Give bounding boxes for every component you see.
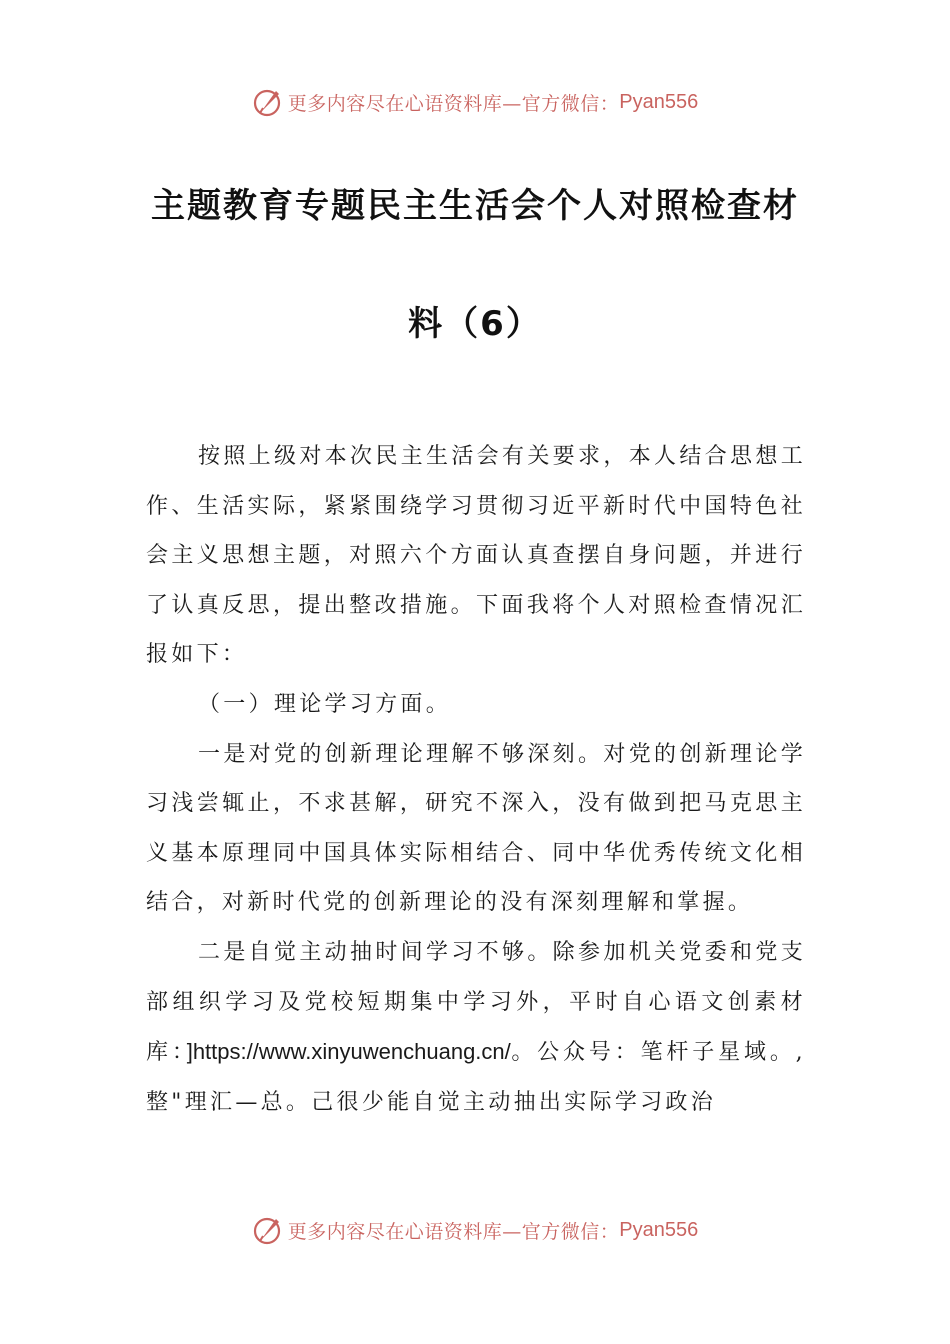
quill-pen-logo-icon — [252, 86, 284, 118]
footer-watermark — [0, 1210, 950, 1250]
watermark-text: 更多内容尽在心语资料库—官方微信： — [287, 92, 620, 115]
quill-pen-logo-icon — [252, 1214, 284, 1246]
watermark-wechat-id: Pyan556 — [619, 90, 699, 113]
paragraph-point-two-continued: 。公众号：笔杆子星域。,整"理汇—总。己很少能自觉主动抽出实际学习政治 — [146, 1040, 806, 1115]
website-url: ]https://www.xinyuwenchuang.cn/ — [186, 1039, 511, 1065]
section-heading-theory-study: （一）理论学习方面。 — [198, 691, 452, 717]
document-title-line-1: 主题教育专题民主生活会个人对照检查材 — [151, 186, 799, 226]
paragraph-point-one: 一是对党的创新理论理解不够深刻。对党的创新理论学习浅尝辄止，不求甚解，研究不深入，没有做到把马克思主义基本原理同中国具体实际相结合、同中华优秀传统文化相结合，对新时代党的创新理论的没有深刻理解和掌握。 — [146, 741, 806, 916]
document-title-line-2: 料（6） — [408, 304, 542, 344]
paragraph-point-two — [146, 928, 806, 1127]
watermark-wechat-id: Pyan556 — [619, 1218, 699, 1241]
document-body — [146, 432, 806, 1127]
watermark-text: 更多内容尽在心语资料库—官方微信： — [287, 1220, 620, 1243]
paragraph-point-two-text: 二是自觉主动抽时间学习不够。除参加机关党委和党支部组织学习及党校短期集中学习外，平时自心语文创素材库： — [146, 939, 806, 1066]
header-watermark — [0, 82, 950, 122]
paragraph-intro: 按照上级对本次民主生活会有关要求，本人结合思想工作、生活实际，紧紧围绕学习贯彻习近平新时代中国特色社会主义思想主题，对照六个方面认真查摆自身问题，并进行了认真反思，提出整改措施。下面我将个人对照检查情况汇报如下： — [146, 444, 806, 668]
